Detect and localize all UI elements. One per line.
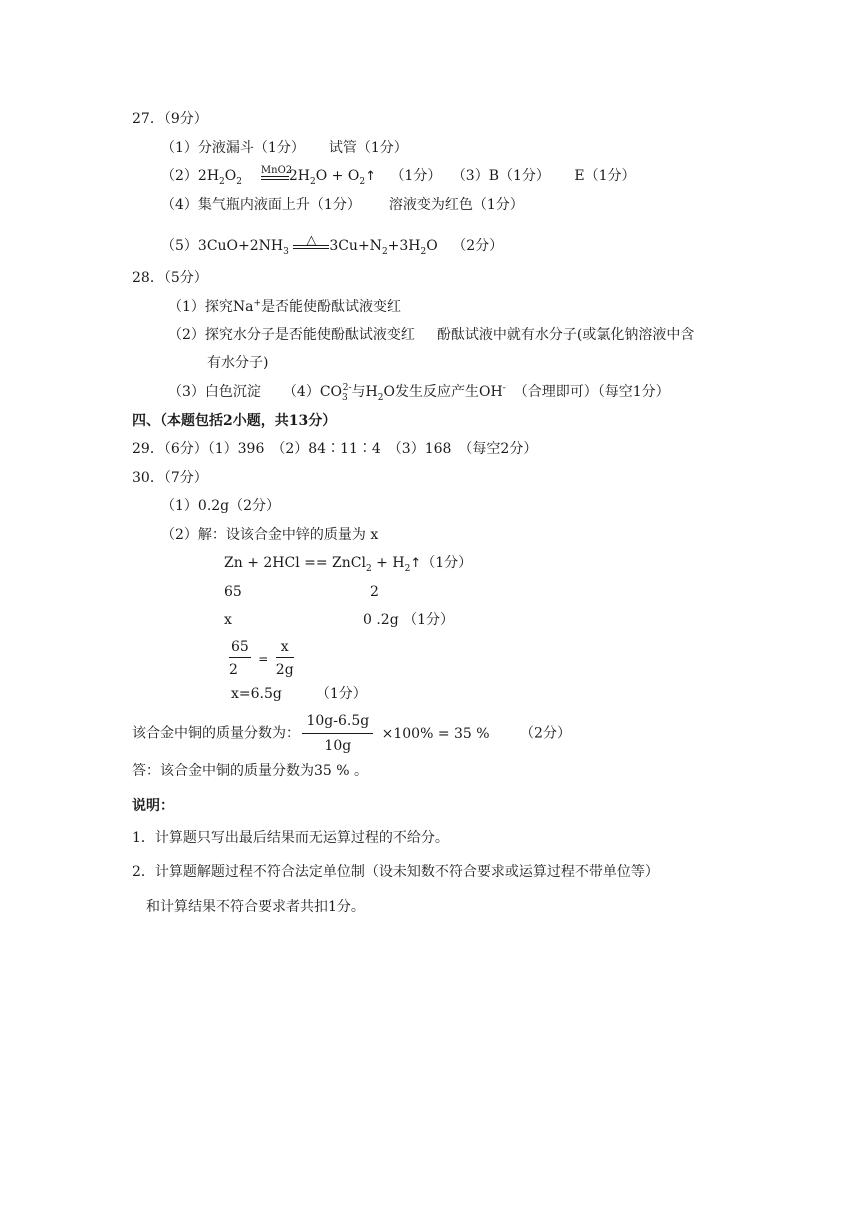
superscript: - [502, 383, 506, 394]
gas-arrow-icon: ↑ [410, 556, 422, 571]
percent-lead: 该合金中铜的质量分数为： [132, 725, 300, 742]
fraction-x-over-2g [276, 638, 294, 679]
q30-ratio-row-1-a: 65 [224, 584, 242, 600]
subscript: 2 [359, 176, 366, 187]
q29-line: 29．（6分）（1）396 （2）84∶11∶4 （3）168 （每空2分） [132, 441, 538, 457]
subscript: 2 [365, 563, 372, 574]
fraction-numerator: 10g-6.5g [302, 712, 373, 734]
subscript: 2 [236, 176, 242, 187]
q27-part1 [161, 139, 408, 157]
note-2: 2．计算题解题过程不符合法定单位制（设未知数不符合要求或运算过程不带单位等） [132, 864, 659, 880]
fraction-denominator: 2 [229, 662, 238, 678]
heat-symbol: △ [306, 233, 317, 248]
q28-part2-cont: 有水分子) [207, 355, 269, 371]
subscript: 2 [381, 246, 388, 257]
q30-ratio-row-2-a: x [224, 612, 232, 628]
q30-part2: （2）解：设该合金中锌的质量为 x [161, 527, 379, 543]
q30-part1: （1）0.2g（2分） [161, 498, 281, 514]
subscript: 2 [310, 176, 316, 187]
subscript: 3 [342, 392, 348, 403]
q30-ratio-row-1-b: 2 [370, 584, 379, 600]
q30-header: 30．（7分） [132, 470, 208, 486]
note-2-cont: 和计算结果不符合要求者共扣1分。 [146, 899, 365, 915]
q30-answer: 答：该合金中铜的质量分数为35 % 。 [132, 763, 369, 779]
superscript: 2- [342, 383, 352, 394]
q27-part4-a: （4）集气瓶内液面上升（1分） [161, 197, 361, 213]
q27-part3-e: E（1分） [574, 168, 636, 184]
subscript: 2 [219, 176, 225, 187]
q30-result [231, 685, 367, 703]
percent-fraction [302, 712, 373, 755]
note-1: 1．计算题只写出最后结果而无运算过程的不给分。 [132, 830, 449, 846]
q27-part2-lead: （2）2H [161, 168, 220, 184]
percent-tail: ×100% = 35 % [381, 725, 490, 742]
product: +3H [387, 238, 421, 254]
product: 2H [288, 168, 311, 184]
notes-title: 说明： [132, 798, 174, 814]
section-4-title: 四、（本题包括2小题，共13分） [132, 413, 337, 429]
q27-part1-b: 试管（1分） [328, 140, 408, 156]
q27-part5-lead: （5）3CuO+2NH [161, 238, 284, 254]
score-mark: （2分） [520, 725, 571, 742]
q28-part4-mid: 与H [351, 384, 378, 400]
q28-part2-a: （2）探究水分子是否能使酚酞试液变红 [168, 327, 415, 343]
subscript: 3 [283, 246, 289, 257]
subscript: 2 [420, 246, 427, 257]
equals-sign: = [258, 651, 269, 666]
fraction-denominator: 2g [275, 662, 294, 678]
q27-part1-a: （1）分液漏斗（1分） [161, 140, 305, 156]
catalyst-condition [260, 165, 293, 180]
q28-part1-b: 是否能使酚酞试液变红 [261, 299, 402, 315]
q28-part1-a: （1）探究Na [168, 299, 254, 315]
q27-part2 [161, 167, 636, 186]
q27-part4-b: 溶液变为红色（1分） [388, 197, 524, 213]
q28-header: 28．（5分） [132, 270, 208, 286]
score-mark: （1分） [421, 555, 473, 571]
product: O + O [315, 168, 360, 184]
subscript: 2 [377, 392, 384, 403]
reaction-equals-bar [261, 176, 289, 180]
equation-left: Zn + 2HCl == ZnCl [224, 555, 366, 571]
equation-right: + H [371, 555, 405, 571]
oxygen-symbol: O [224, 168, 237, 184]
fraction-numerator: x [276, 638, 294, 658]
q28-part4-tail: （合理即可）（每空1分） [513, 384, 670, 400]
result-value: x=6.5g [231, 686, 282, 702]
q27-part3: （3）B（1分） [451, 168, 550, 184]
q27-part5 [161, 233, 504, 257]
q27-header: 27．（9分） [132, 111, 208, 127]
q30-ratio-row-2-b: 0 .2g （1分） [363, 612, 455, 628]
q28-part3 [168, 383, 670, 401]
q28-part2-b: 酚酞试液中就有水分子(或氯化钠溶液中含 [436, 327, 695, 343]
fraction-65-over-2 [229, 638, 251, 679]
q28-part3-a: （3）白色沉淀 [168, 384, 261, 400]
q27-part4 [161, 196, 524, 214]
catalyst-label: MnO2 [260, 165, 293, 176]
q30-percent-line [132, 712, 571, 755]
product: 3Cu+N [329, 238, 382, 254]
fraction-denominator: 10g [324, 738, 352, 754]
subscript: 2 [404, 563, 411, 574]
q28-part1 [168, 298, 401, 316]
score-mark: （1分） [315, 686, 367, 702]
score-mark: （1分） [390, 168, 442, 184]
q30-proportion [229, 638, 294, 679]
fraction-numerator: 65 [229, 638, 251, 658]
q28-part4-lead: （4）CO [282, 384, 343, 400]
q28-part4-rest: O发生反应产生OH [383, 384, 503, 400]
q30-equation [224, 554, 472, 573]
score-mark: （2分） [452, 238, 504, 254]
gas-arrow-icon: ↑ [365, 169, 376, 184]
q28-part2 [168, 326, 694, 344]
superscript: + [253, 298, 262, 309]
product: O [426, 238, 438, 254]
